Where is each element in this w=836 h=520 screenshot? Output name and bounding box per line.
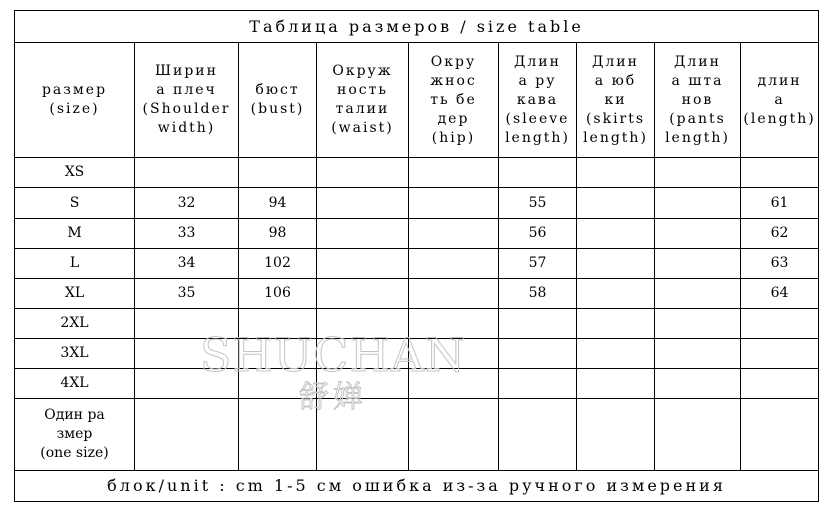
- table-cell: [135, 369, 239, 399]
- size-label-cell: L: [15, 248, 135, 278]
- table-cell: [741, 308, 819, 338]
- table-cell: [317, 188, 409, 218]
- table-cell: [499, 399, 577, 471]
- table-cell: 35: [135, 278, 239, 308]
- table-cell: 102: [239, 248, 317, 278]
- table-cell: [577, 248, 655, 278]
- size-label-cell: XS: [15, 158, 135, 188]
- table-cell: 55: [499, 188, 577, 218]
- table-cell: [409, 248, 499, 278]
- table-cell: [409, 308, 499, 338]
- table-row: [15, 248, 819, 278]
- header-row: [15, 43, 819, 158]
- table-cell: [409, 158, 499, 188]
- table-cell: [239, 308, 317, 338]
- column-header: Длин а юб ки (skirts length): [577, 43, 655, 158]
- table-cell: [655, 308, 741, 338]
- table-cell: [409, 218, 499, 248]
- table-cell: [317, 158, 409, 188]
- table-cell: [239, 399, 317, 471]
- size-label-cell: XL: [15, 278, 135, 308]
- table-row: [15, 188, 819, 218]
- watermark-text-zh: 舒婵: [299, 380, 367, 415]
- table-cell: [655, 248, 741, 278]
- column-header: бюст (bust): [239, 43, 317, 158]
- column-header: размер (size): [15, 43, 135, 158]
- table-cell: [741, 399, 819, 471]
- table-row: [15, 308, 819, 338]
- table-cell: [317, 369, 409, 399]
- table-cell: [499, 158, 577, 188]
- table-cell: [655, 278, 741, 308]
- table-cell: [741, 369, 819, 399]
- table-footer-note: блок/unit : cm 1-5 см ошибка из-за ручного измерения: [15, 470, 819, 501]
- column-header: Длин а ру кава (sleeve length): [499, 43, 577, 158]
- table-cell: [317, 278, 409, 308]
- table-cell: [135, 338, 239, 368]
- table-cell: [135, 308, 239, 338]
- table-cell: 34: [135, 248, 239, 278]
- column-header: длин а (length): [741, 43, 819, 158]
- table-cell: 64: [741, 278, 819, 308]
- size-label-cell: Один ра змер (one size): [15, 399, 135, 471]
- table-cell: [317, 218, 409, 248]
- table-cell: 32: [135, 188, 239, 218]
- watermark-text-en: SHUCHAN: [199, 328, 467, 382]
- table-row-one-size: [15, 399, 819, 471]
- table-cell: [655, 188, 741, 218]
- table-cell: [499, 338, 577, 368]
- table-cell: 98: [239, 218, 317, 248]
- table-cell: [577, 278, 655, 308]
- table-cell: 56: [499, 218, 577, 248]
- table-cell: [135, 158, 239, 188]
- table-cell: [317, 338, 409, 368]
- column-header: Окру жнос ть бе дер (hip): [409, 43, 499, 158]
- table-cell: [409, 278, 499, 308]
- table-cell: [499, 308, 577, 338]
- size-label-cell: 4XL: [15, 369, 135, 399]
- table-cell: [655, 399, 741, 471]
- table-cell: [655, 369, 741, 399]
- table-cell: [577, 338, 655, 368]
- size-label-cell: 3XL: [15, 338, 135, 368]
- table-cell: [577, 369, 655, 399]
- table-cell: [409, 338, 499, 368]
- table-row: [15, 278, 819, 308]
- table-cell: [409, 188, 499, 218]
- table-cell: 58: [499, 278, 577, 308]
- table-cell: [239, 158, 317, 188]
- table-cell: [655, 158, 741, 188]
- table-cell: [577, 399, 655, 471]
- table-cell: 57: [499, 248, 577, 278]
- table-title: Таблица размеров / size table: [15, 11, 819, 43]
- table-cell: [239, 369, 317, 399]
- table-cell: [741, 158, 819, 188]
- table-cell: [239, 338, 317, 368]
- table-cell: [317, 308, 409, 338]
- table-cell: 62: [741, 218, 819, 248]
- table-row: [15, 369, 819, 399]
- size-table: [14, 10, 819, 502]
- table-row: [15, 218, 819, 248]
- table-cell: [409, 369, 499, 399]
- table-cell: [499, 369, 577, 399]
- column-header: Длин а шта нов (pants length): [655, 43, 741, 158]
- size-label-cell: 2XL: [15, 308, 135, 338]
- column-header: Окруж ность талии (waist): [317, 43, 409, 158]
- table-cell: [577, 158, 655, 188]
- size-label-cell: M: [15, 218, 135, 248]
- table-cell: [135, 399, 239, 471]
- table-cell: 33: [135, 218, 239, 248]
- table-cell: [741, 338, 819, 368]
- table-cell: [577, 188, 655, 218]
- table-cell: [409, 399, 499, 471]
- table-cell: 63: [741, 248, 819, 278]
- table-cell: [317, 399, 409, 471]
- table-cell: [577, 308, 655, 338]
- table-cell: [577, 218, 655, 248]
- table-cell: [655, 338, 741, 368]
- table-cell: 94: [239, 188, 317, 218]
- table-cell: [317, 248, 409, 278]
- table-row: [15, 338, 819, 368]
- column-header: Ширин а плеч (Shoulder width): [135, 43, 239, 158]
- table-cell: 61: [741, 188, 819, 218]
- size-label-cell: S: [15, 188, 135, 218]
- table-cell: 106: [239, 278, 317, 308]
- table-cell: [655, 218, 741, 248]
- table-row: [15, 158, 819, 188]
- size-table-container: [14, 10, 818, 502]
